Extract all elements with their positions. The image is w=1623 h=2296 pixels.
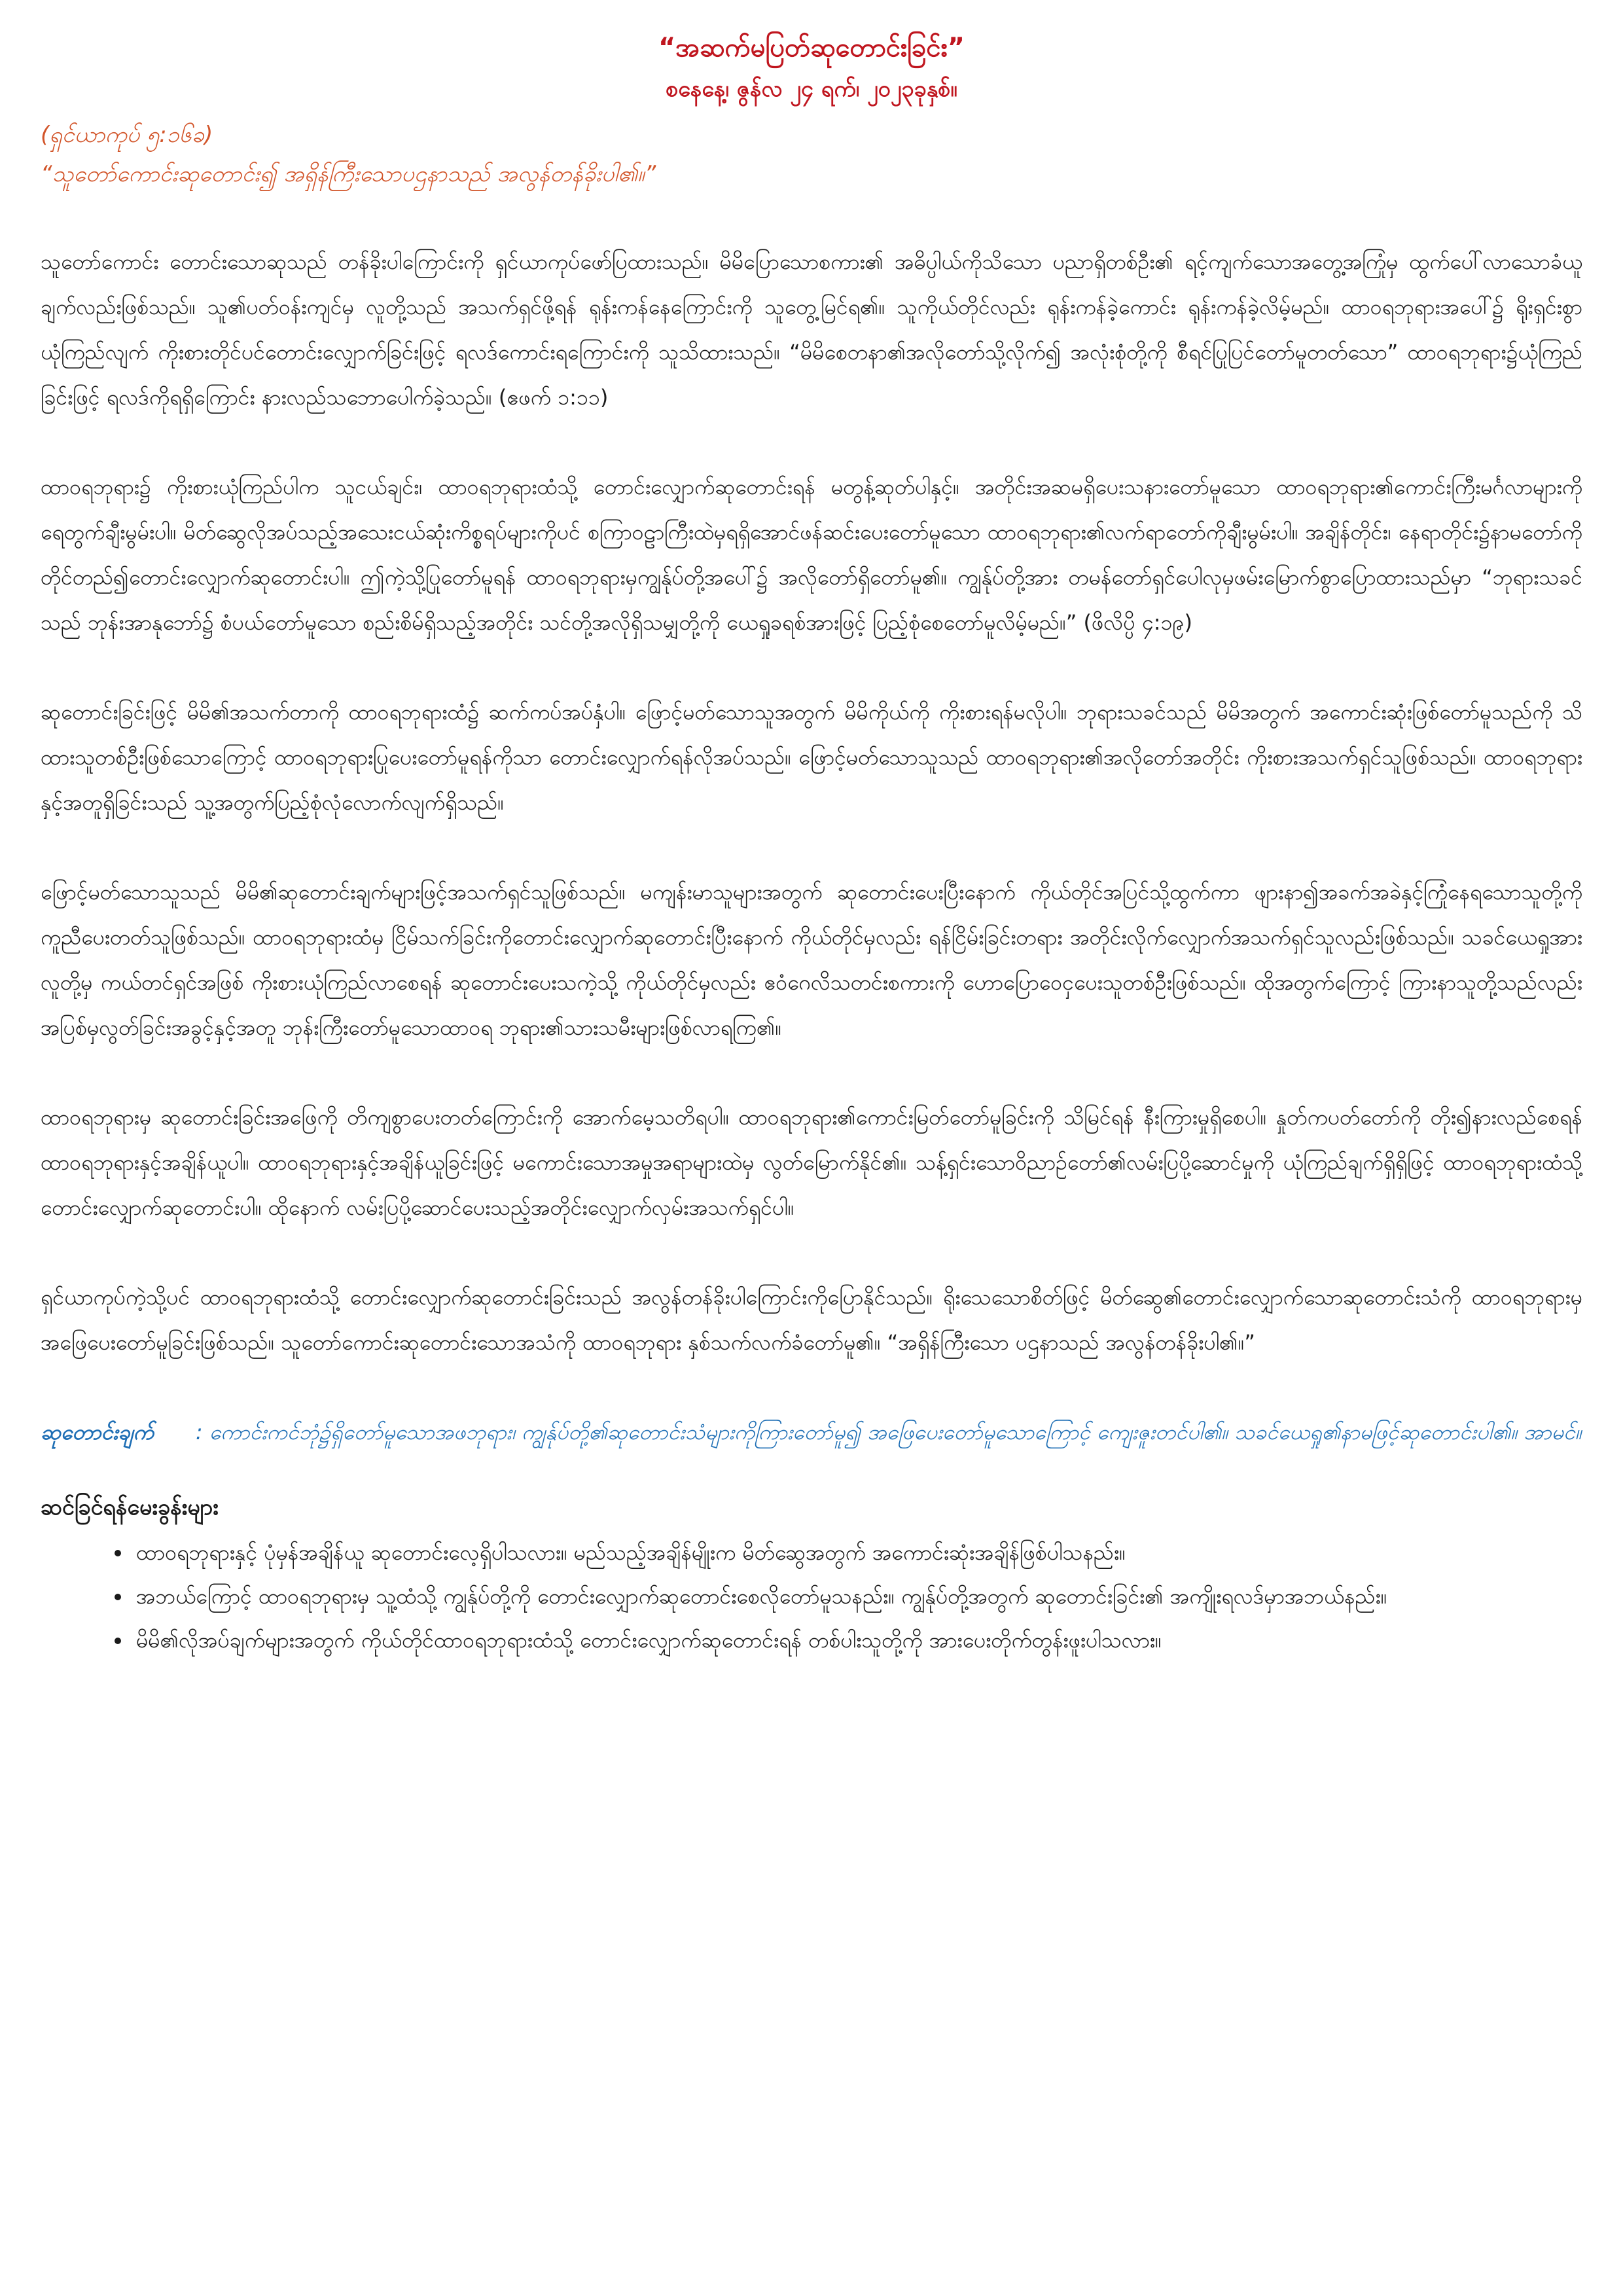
questions-heading: ဆင်ခြင်ရန်မေးခွန်းများ (41, 1494, 219, 1520)
scripture-reference: (ရှင်ယာကုပ် ၅:၁၆ခ) (41, 122, 213, 148)
body-paragraph-5: ထာဝရဘုရားမှ ဆုတောင်းခြင်းအဖြေကို တိကျစွာပေးတတ်ကြောင်းကို အောက်မေ့သတိရပါ။ ထာဝရဘုရား၏ကောင်းမြတ်တော်မူခြင်းကို သိမြင်ရန် နီးကြားမှုရှိစေပါ။ နှုတ်ကပတ်တော်ကို တိုး၍နားလည်စေရန် ထာဝရဘုရားနှင့်အချိန်ယူပါ။ ထာဝရဘုရားနှင့်အချိန်ယူခြင်းဖြင့် မကောင်းသောအမှုအရာများထဲမှ လွတ်မြောက်နိုင်၏။ သန့်ရှင်းသောဝိညာဉ်တော်၏လမ်းပြပို့ဆောင်မှုကို ယုံကြည်ချက်ရှိရှိဖြင့် ထာဝရဘုရားထံသို့တောင်းလျှောက်ဆုတောင်းပါ။ ထိုနောက် လမ်းပြပို့ဆောင်ပေးသည့်အတိုင်းလျှောက်လှမ်းအသက်ရှင်ပါ။ (41, 1105, 1582, 1220)
prayer-block (41, 1410, 1582, 1455)
date-line: စနေနေ့၊ ဇွန်လ ၂၄ ရက်၊ ၂၀၂၃ခုနှစ်။ (666, 76, 957, 102)
question-item: • ထာဝရဘုရားနှင့် ပုံမှန်အချိန်ယူ ဆုတောင်းလေ့ရှိပါသလား။ မည်သည့်အချိန်မျိုးက မိတ်ဆွေအတွက် အကောင်းဆုံးအချိန်ဖြစ်ပါသနည်း။ (132, 1531, 1582, 1575)
body-paragraph-2: ထာဝရဘုရား၌ ကိုးစားယုံကြည်ပါက သူငယ်ချင်း၊ ထာဝရဘုရားထံသို့ တောင်းလျှောက်ဆုတောင်းရန် မတွန့်ဆုတ်ပါနှင့်။ အတိုင်းအဆမရှိပေးသနားတော်မူသော ထာဝရဘုရား၏ကောင်းကြီးမင်္ဂလာများကို ရေတွက်ချီးမွမ်းပါ။ မိတ်ဆွေလိုအပ်သည့်အသေးငယ်ဆုံးကိစ္စရပ်များကိုပင် စကြာဝဠာကြီးထဲမှရရှိအောင်ဖန်ဆင်းပေးတော်မူသော ထာဝရဘုရား၏လက်ရာတော်ကိုချီးမွမ်းပါ။ အချိန်တိုင်း၊ နေရာတိုင်း၌နာမတော်ကို တိုင်တည်၍တောင်းလျှောက်ဆုတောင်းပါ။ ဤကဲ့သို့ပြုတော်မူရန် ထာဝရဘုရားမှကျွန်ုပ်တို့အပေါ်၌ အလိုတော်ရှိတော်မူ၏။ ကျွန်ုပ်တို့အား တမန်တော်ရှင်ပေါလုမှဖမ်းမြောက်စွာပြောထားသည်မှာ “ဘုရားသခင်သည် ဘုန်းအာနုဘော်၌ စံပယ်တော်မူသော စည်းစိမ်ရှိသည့်အတိုင်း သင်တို့အလိုရှိသမျှတို့ကို ယေရှုခရစ်အားဖြင့် ပြည့်စုံစေတော်မူလိမ့်မည်။” (ဖိလိပ္ပိ ၄:၁၉) (41, 475, 1582, 635)
body-paragraph-6: ရှင်ယာကုပ်ကဲ့သို့ပင် ထာဝရဘုရားထံသို့ တောင်းလျှောက်ဆုတောင်းခြင်းသည် အလွန်တန်ခိုးပါကြောင်းကိုပြောနိုင်သည်။ ရိုးသေသောစိတ်ဖြင့် မိတ်ဆွေ၏တောင်းလျှောက်သောဆုတောင်းသံကို ထာဝရဘုရားမှအဖြေပေးတော်မူခြင်းဖြစ်သည်။ သူတော်ကောင်းဆုတောင်းသောအသံကို ထာဝရဘုရား နှစ်သက်လက်ခံတော်မူ၏။ “အရှိန်ကြီးသော ပဌနာသည် အလွန်တန်ခိုးပါ၏။” (41, 1285, 1582, 1355)
question-item: • မိမိ၏လိုအပ်ချက်များအတွက် ကိုယ်တိုင်ထာဝရဘုရားထံသို့ တောင်းလျှောက်ဆုတောင်းရန် တစ်ပါးသူတို့ကို အားပေးတိုက်တွန်းဖူးပါသလား။ (132, 1619, 1582, 1662)
body-paragraph-1: သူတော်ကောင်း တောင်းသောဆုသည် တန်ခိုးပါကြောင်းကို ရှင်ယာကုပ်ဖော်ပြထားသည်။ မိမိပြောသောစကား၏ အဓိပ္ပါယ်ကိုသိသော ပညာရှိတစ်ဦး၏ ရင့်ကျက်သောအတွေ့အကြုံမှ ထွက်ပေါ်လာသောခံယူချက်လည်းဖြစ်သည်။ သူ၏ပတ်ဝန်းကျင်မှ လူတို့သည် အသက်ရှင်ဖို့ရန် ရုန်းကန်နေကြောင်းကို သူတွေ့မြင်ရ၏။ သူကိုယ်တိုင်လည်း ရုန်းကန်ခဲ့ကောင်း ရုန်းကန်ခဲ့လိမ့်မည်။ ထာဝရဘုရားအပေါ်၌ ရိုးရှင်းစွာယုံကြည်လျက် ကိုးစားတိုင်ပင်တောင်းလျှောက်ခြင်းဖြင့် ရလဒ်ကောင်းရကြောင်းကို သူသိထားသည်။ “မိမိစေတနာ၏အလိုတော်သို့လိုက်၍ အလုံးစုံတို့ကို စီရင်ပြုပြင်တော်မူတတ်သော” ထာဝရဘုရား၌ယုံကြည်ခြင်းဖြင့် ရလဒ်ကိုရရှိကြောင်း နားလည်သဘောပေါက်ခဲ့သည်။ (ဧဖက် ၁:၁၁) (41, 249, 1583, 410)
scripture-quote: “သူတော်ကောင်းဆုတောင်း၍ အရှိန်ကြီးသောပဌနာသည် အလွန်တန်ခိုးပါ၏။” (41, 161, 656, 187)
body-paragraph-4: ဖြောင့်မတ်သောသူသည် မိမိ၏ဆုတောင်းချက်များဖြင့်အသက်ရှင်သူဖြစ်သည်။ မကျန်းမာသူများအတွက် ဆုတောင်းပေးပြီးနောက် ကိုယ်တိုင်အပြင်သို့ထွက်ကာ ဖျားနာ၍အခက်အခဲနှင့်ကြုံနေရသောသူတို့ကို ကူညီပေးတတ်သူဖြစ်သည်။ ထာဝရဘုရားထံမှ ငြိမ်သက်ခြင်းကိုတောင်းလျှောက်ဆုတောင်းပြီးနောက် ကိုယ်တိုင်မှလည်း ရန်ငြိမ်းခြင်းတရား အတိုင်းလိုက်လျှောက်အသက်ရှင်သူလည်းဖြစ်သည်။ သခင်ယေရှုအား လူတို့မှ ကယ်တင်ရှင်အဖြစ် ကိုးစားယုံကြည်လာစေရန် ဆုတောင်းပေးသကဲ့သို့ ကိုယ်တိုင်မှလည်း ဧဝံဂေလိသတင်းစကားကို ဟောပြောဝေငှပေးသူတစ်ဦးဖြစ်သည်။ ထိုအတွက်ကြောင့် ကြားနာသူတို့သည်လည်း အပြစ်မှလွတ်ခြင်းအခွင့်နှင့်အတူ ဘုန်းကြီးတော်မူသောထာဝရ ဘုရား၏သားသမီးများဖြစ်လာရကြ၏။ (41, 880, 1582, 1040)
question-item: • အဘယ်ကြောင့် ထာဝရဘုရားမှ သူ့ထံသို့ ကျွန်ုပ်တို့ကို တောင်းလျှောက်ဆုတောင်းစေလိုတော်မူသနည်း။ ကျွန်ုပ်တို့အတွက် ဆုတောင်းခြင်း၏ အကျိုးရလဒ်မှာအဘယ်နည်း။ (132, 1575, 1582, 1619)
prayer-text: : ကောင်းကင်ဘုံ၌ရှိတော်မူသောအဖဘုရား၊ ကျွန်ုပ်တို့၏ဆုတောင်းသံများကိုကြားတော်မူ၍ အဖြေပေးတော်မူသောကြောင့် ကျေးဇူးတင်ပါ၏။ သခင်ယေရှု၏နာမဖြင့်ဆုတောင်းပါ၏။ အာမင်။ (195, 1420, 1582, 1444)
devotional-page (41, 26, 1582, 1662)
page-title: “အဆက်မပြတ်ဆုတောင်းခြင်း” (658, 33, 965, 63)
questions-list (41, 1531, 1582, 1662)
prayer-label: ဆုတောင်းချက် (41, 1420, 154, 1444)
body-paragraph-3: ဆုတောင်းခြင်းဖြင့် မိမိ၏အသက်တာကို ထာဝရဘုရားထံ၌ ဆက်ကပ်အပ်နှံပါ။ ဖြောင့်မတ်သောသူအတွက် မိမိကိုယ်ကို ကိုးစားရန်မလိုပါ။ ဘုရားသခင်သည် မိမိအတွက် အကောင်းဆုံးဖြစ်တော်မူသည်ကို သိထားသူတစ်ဦးဖြစ်သောကြောင့် ထာဝရဘုရားပြုပေးတော်မူရန်ကိုသာ တောင်းလျှောက်ရန်လိုအပ်သည်။ ဖြောင့်မတ်သောသူသည် ထာဝရဘုရား၏အလိုတော်အတိုင်း ကိုးစားအသက်ရှင်သူဖြစ်သည်။ ထာဝရဘုရားနှင့်အတူရှိခြင်းသည် သူ့အတွက်ပြည့်စုံလုံလောက်လျက်ရှိသည်။ (41, 700, 1583, 815)
